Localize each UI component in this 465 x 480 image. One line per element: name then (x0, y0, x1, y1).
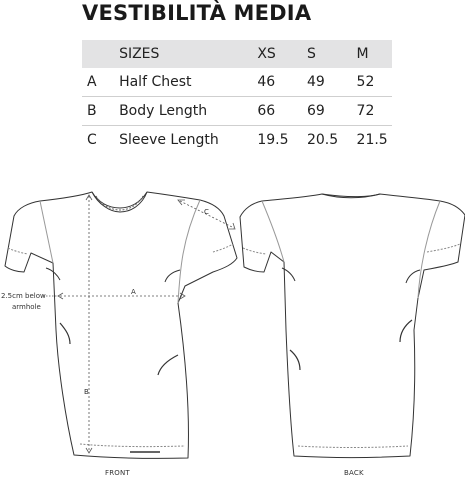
cell-m: 21.5 (356, 132, 388, 148)
header-m: M (357, 40, 392, 68)
cell-xs: 19.5 (257, 132, 289, 148)
measure-label-c: C (204, 208, 209, 216)
header-xs: XS (257, 40, 307, 68)
row-key: C (87, 132, 97, 148)
back-tshirt-outline (240, 194, 465, 458)
back-label: BACK (344, 469, 364, 477)
cell-m: 72 (357, 97, 392, 126)
measure-label-b: B (84, 388, 89, 396)
measure-label-a: A (131, 288, 136, 296)
row-key: B (82, 97, 119, 126)
cell-m: 52 (357, 68, 392, 97)
measurement-guides (43, 195, 235, 453)
armhole-note-line2: armhole (12, 303, 41, 311)
front-label: FRONT (105, 469, 130, 477)
header-sizes: SIZES (119, 40, 257, 68)
row-key: A (82, 68, 119, 97)
cell-s: 20.5 (306, 132, 339, 148)
row-label: Body Length (119, 97, 257, 126)
cell-xs: 66 (257, 97, 307, 126)
armhole-note-line1: 2.5cm below (1, 292, 46, 300)
row-label: Sleeve Length (119, 132, 219, 148)
cell-s: 49 (307, 68, 357, 97)
chart-title: VESTIBILITÀ MEDIA (82, 1, 312, 25)
cell-xs: 46 (257, 68, 307, 97)
front-tshirt-outline (5, 192, 237, 458)
cell-s: 69 (307, 97, 357, 126)
header-s: S (307, 40, 357, 68)
row-label: Half Chest (119, 68, 257, 97)
